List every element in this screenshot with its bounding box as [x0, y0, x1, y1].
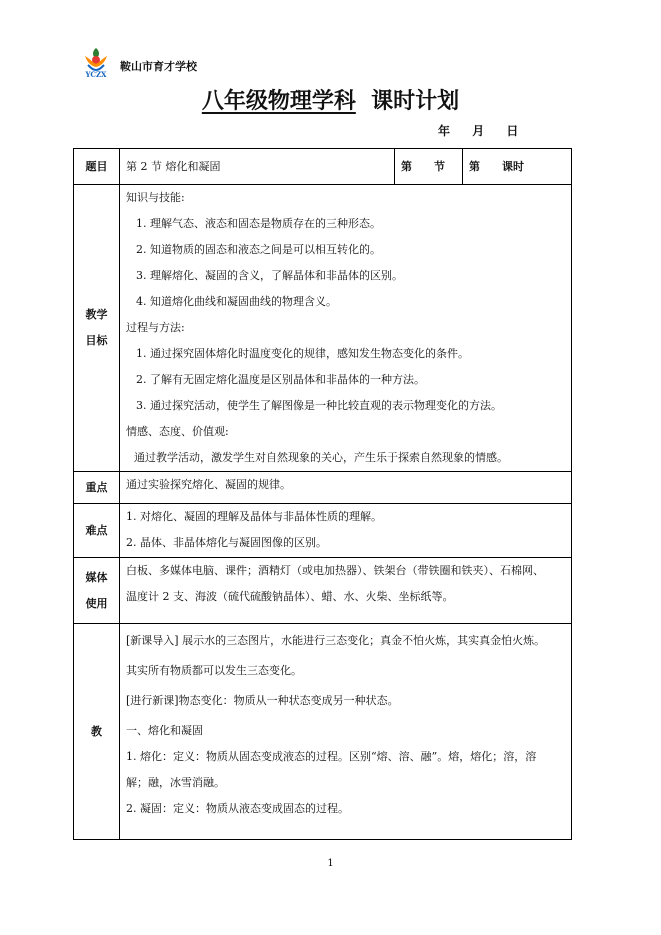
objectives-label: [74, 185, 120, 472]
teaching-line: [新课导入] 展示水的三态图片，水能进行三态变化；真金不怕火炼，其实真金怕火炼。: [126, 634, 546, 647]
logo-text: YCZX: [85, 70, 107, 78]
objectives-label-line1: 教学: [85, 308, 108, 321]
section-label: 第 节: [395, 149, 463, 185]
knowledge-item: 2. 知道物质的固态和液态之间是可以相互转化的。: [136, 243, 381, 256]
difficult-content: [120, 504, 572, 558]
process-item: 3. 通过探究活动，使学生了解图像是一种比较直观的表示物理变化的方法。: [136, 399, 502, 412]
difficult-label: 难点: [74, 504, 120, 558]
difficult-item: 1. 对熔化、凝固的理解及晶体与非晶体性质的理解。: [126, 510, 382, 523]
media-label-line1: 媒体: [85, 570, 108, 584]
teaching-label: 教: [74, 624, 120, 840]
knowledge-item: 4. 知道熔化曲线和凝固曲线的物理含义。: [136, 295, 337, 308]
knowledge-heading: 知识与技能:: [126, 191, 185, 204]
media-row: [74, 558, 572, 624]
media-label-line2: 使用: [85, 596, 108, 610]
teaching-row: [74, 624, 572, 840]
teaching-line: 2. 凝固：定义：物质从液态变成固态的过程。: [126, 802, 349, 815]
topic-text: 第 2 节 熔化和凝固: [120, 149, 395, 185]
media-line: 白板、多媒体电脑、课件；酒精灯（或电加热器）、铁架台（带铁圈和铁夹）、石棉网、: [126, 564, 544, 577]
teaching-line: 1. 熔化：定义：物质从固态变成液态的过程。区别“熔、溶、融”。熔，熔化；溶，溶: [126, 750, 537, 763]
date-month: 月: [472, 124, 485, 138]
date-year: 年: [438, 124, 451, 138]
page-number: 1: [327, 858, 334, 869]
teaching-content: [120, 624, 572, 840]
topic-label: 题目: [74, 149, 120, 185]
knowledge-item: 3. 理解熔化、凝固的含义，了解晶体和非晶体的区别。: [136, 269, 403, 282]
key-row: [74, 472, 572, 504]
process-item: 1. 通过探究固体熔化时温度变化的规律，感知发生物态变化的条件。: [136, 347, 469, 360]
objectives-label-line2: 目标: [85, 334, 108, 347]
emotion-heading: 情感、态度、价值观:: [126, 425, 229, 438]
school-name: 鞍山市育才学校: [120, 60, 197, 73]
media-line: 温度计 2 支、海波（硫代硫酸钠晶体）、蜡、水、火柴、坐标纸等。: [126, 590, 454, 603]
teaching-line: 其实所有物质都可以发生三态变化。: [126, 664, 302, 677]
teaching-line: 一、熔化和凝固: [126, 724, 203, 737]
title-plan: 课时计划: [371, 88, 460, 114]
lesson-plan-table: [73, 148, 572, 840]
difficult-row: [74, 504, 572, 558]
objectives-content: [120, 185, 572, 472]
media-content: [120, 558, 572, 624]
process-heading: 过程与方法:: [126, 321, 185, 334]
teaching-line: 解；融，冰雪消融。: [126, 776, 225, 789]
objectives-row: [74, 185, 572, 472]
key-label: 重点: [74, 472, 120, 504]
key-text: 通过实验探究熔化、凝固的规律。: [120, 472, 572, 504]
media-label: [74, 558, 120, 624]
knowledge-item: 1. 理解气态、液态和固态是物质存在的三种形态。: [136, 217, 381, 230]
emotion-item: 通过教学活动，激发学生对自然现象的关心，产生乐于探索自然现象的情感。: [134, 451, 508, 464]
topic-row: [74, 149, 572, 185]
teaching-line: [进行新课]物态变化：物质从一种状态变成另一种状态。: [126, 694, 399, 707]
lesson-label: 第 课时: [463, 149, 572, 185]
title-subject: 八年级物理学科: [201, 88, 356, 114]
process-item: 2. 了解有无固定熔化温度是区别晶体和非晶体的一种方法。: [136, 373, 425, 386]
school-logo: [80, 46, 112, 78]
date-day: 日: [506, 124, 519, 138]
date-line: [438, 122, 536, 139]
difficult-item: 2. 晶体、非晶体熔化与凝固图像的区别。: [126, 536, 327, 549]
page-title: [0, 84, 661, 115]
